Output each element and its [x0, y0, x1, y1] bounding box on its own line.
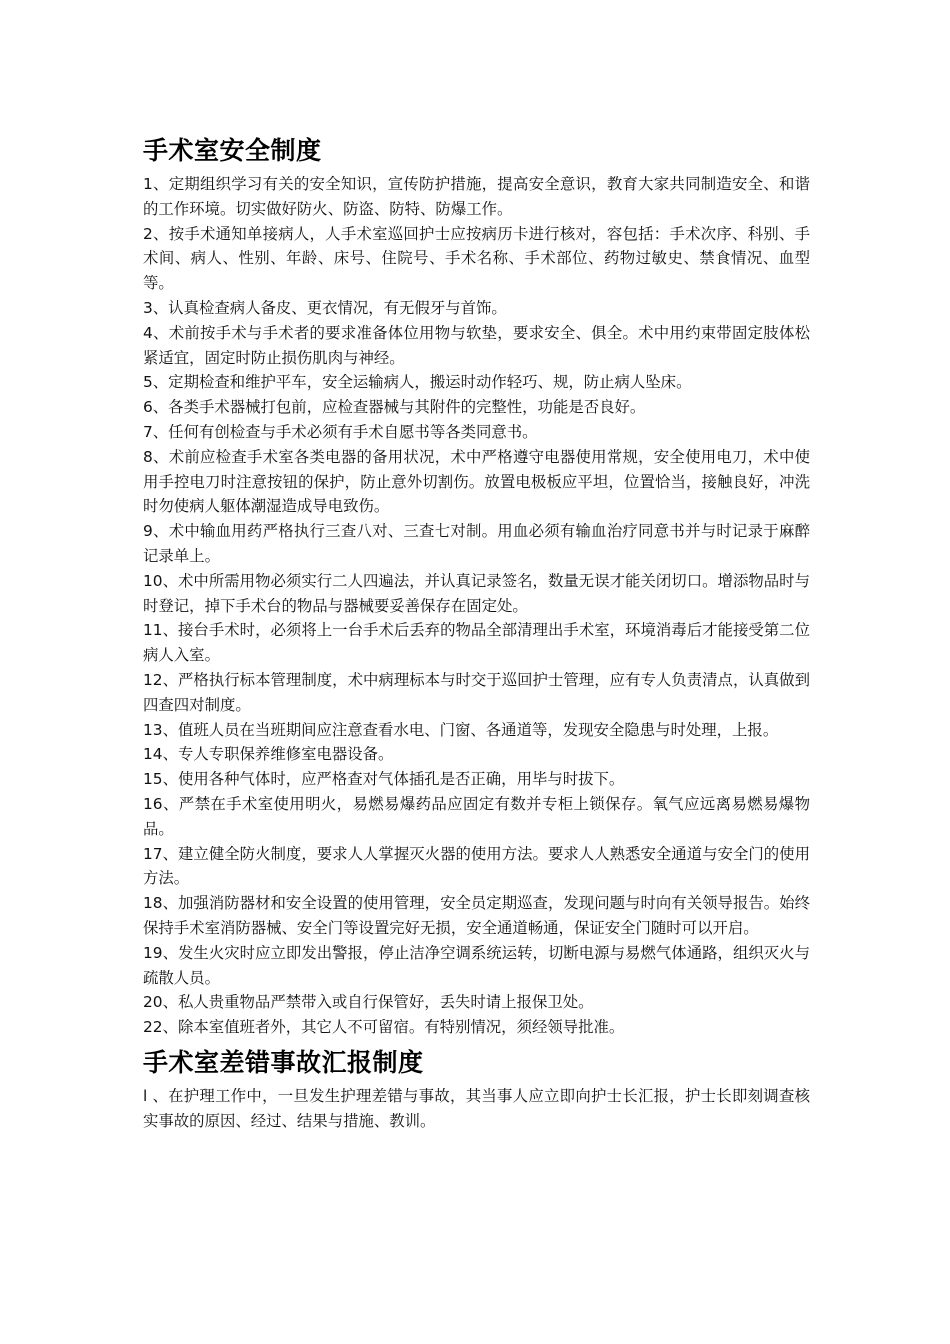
list-item: 10、术中所需用物必须实行二人四遍法，并认真记录签名，数量无误才能关闭切口。增添物品时与时登记，掉下手术台的物品与器械要妥善保存在固定处。: [143, 571, 810, 615]
list-item: 4、术前按手术与手术者的要求准备体位用物与软垫，要求安全、俱全。术中用约束带固定肢体松紧适宜，固定时防止损伤肌肉与神经。: [143, 323, 810, 367]
list-item: 2、按手术通知单接病人，人手术室巡回护士应按病历卡进行核对，容包括：手术次序、科别、手术间、病人、性别、年龄、床号、住院号、手术名称、手术部位、药物过敏史、禁食情况、血型等。: [143, 224, 810, 293]
list-item: 11、接台手术时，必须将上一台手术后丢弃的物品全部清理出手术室，环境消毒后才能接受第二位病人入室。: [143, 621, 810, 665]
list-item: 16、严禁在手术室使用明火，易燃易爆药品应固定有数并专柜上锁保存。氧气应远离易燃易爆物品。: [143, 794, 810, 838]
list-item: 3、认真检查病人备皮、更衣情况，有无假牙与首饰。: [143, 298, 507, 317]
list-item: 18、加强消防器材和安全设置的使用管理，安全员定期巡查，发现问题与时向有关领导报告。始终保持手术室消防器械、安全门等设置完好无损，安全通道畅通，保证安全门随时可以开启。: [143, 894, 810, 937]
safety-rules-list: [143, 172, 810, 1040]
list-item: 17、建立健全防火制度，要求人人掌握灭火器的使用方法。要求人人熟悉安全通道与安全门的使用方法。: [143, 844, 810, 888]
list-item: 12、严格执行标本管理制度，术中病理标本与时交于巡回护士管理，应有专人负责清点，认真做到四查四对制度。: [143, 670, 810, 714]
list-item: 8、术前应检查手术室各类电器的备用状况，术中严格遵守电器使用常规，安全使用电刀，术中使用手控电刀时注意按钮的保护，防止意外切割伤。放置电极板应平坦，位置恰当，接触良好，冲洗时勿使病人躯体潮湿造成导电致伤。: [143, 447, 810, 516]
list-item: 15、使用各种气体时，应严格查对气体插孔是否正确，用毕与时拔下。: [143, 770, 625, 789]
section-title-incident-report: 手术室差错事故汇报制度: [143, 1047, 424, 1077]
list-item: 1、定期组织学习有关的安全知识，宣传防护措施，提高安全意识，教育大家共同制造安全、和谐的工作环境。切实做好防火、防盗、防特、防爆工作。: [143, 175, 810, 218]
list-item: 9、术中输血用药严格执行三查八对、三查七对制。用血必须有输血治疗同意书并与时记录于麻醉记录单上。: [143, 522, 810, 565]
document-page: [143, 134, 810, 1133]
list-item: 13、值班人员在当班期间应注意查看水电、门窗、各通道等，发现安全隐患与时处理，上报。: [143, 720, 779, 739]
incident-report-list: [143, 1084, 810, 1134]
list-item: 22、除本室值班者外，其它人不可留宿。有特别情况，须经领导批准。: [143, 1018, 625, 1037]
section-title-safety: 手术室安全制度: [143, 136, 322, 165]
list-item: 7、任何有创检查与手术必须有手术自愿书等各类同意书。: [143, 422, 538, 441]
list-item: l 、在护理工作中，一旦发生护理差错与事故，其当事人应立即向护士长汇报，护士长即刻调查核实事故的原因、经过、结果与措施、教训。: [143, 1086, 810, 1130]
list-item: 5、定期检查和维护平车，安全运输病人，搬运时动作轻巧、规，防止病人坠床。: [143, 373, 692, 392]
list-item: 20、私人贵重物品严禁带入或自行保管好，丢失时请上报保卫处。: [143, 993, 594, 1012]
list-item: 14、专人专职保养维修室电器设备。: [143, 745, 394, 764]
list-item: 19、发生火灾时应立即发出警报，停止洁净空调系统运转，切断电源与易燃气体通路，组织灭火与疏散人员。: [143, 943, 810, 987]
list-item: 6、各类手术器械打包前，应检查器械与其附件的完整性，功能是否良好。: [143, 398, 646, 417]
